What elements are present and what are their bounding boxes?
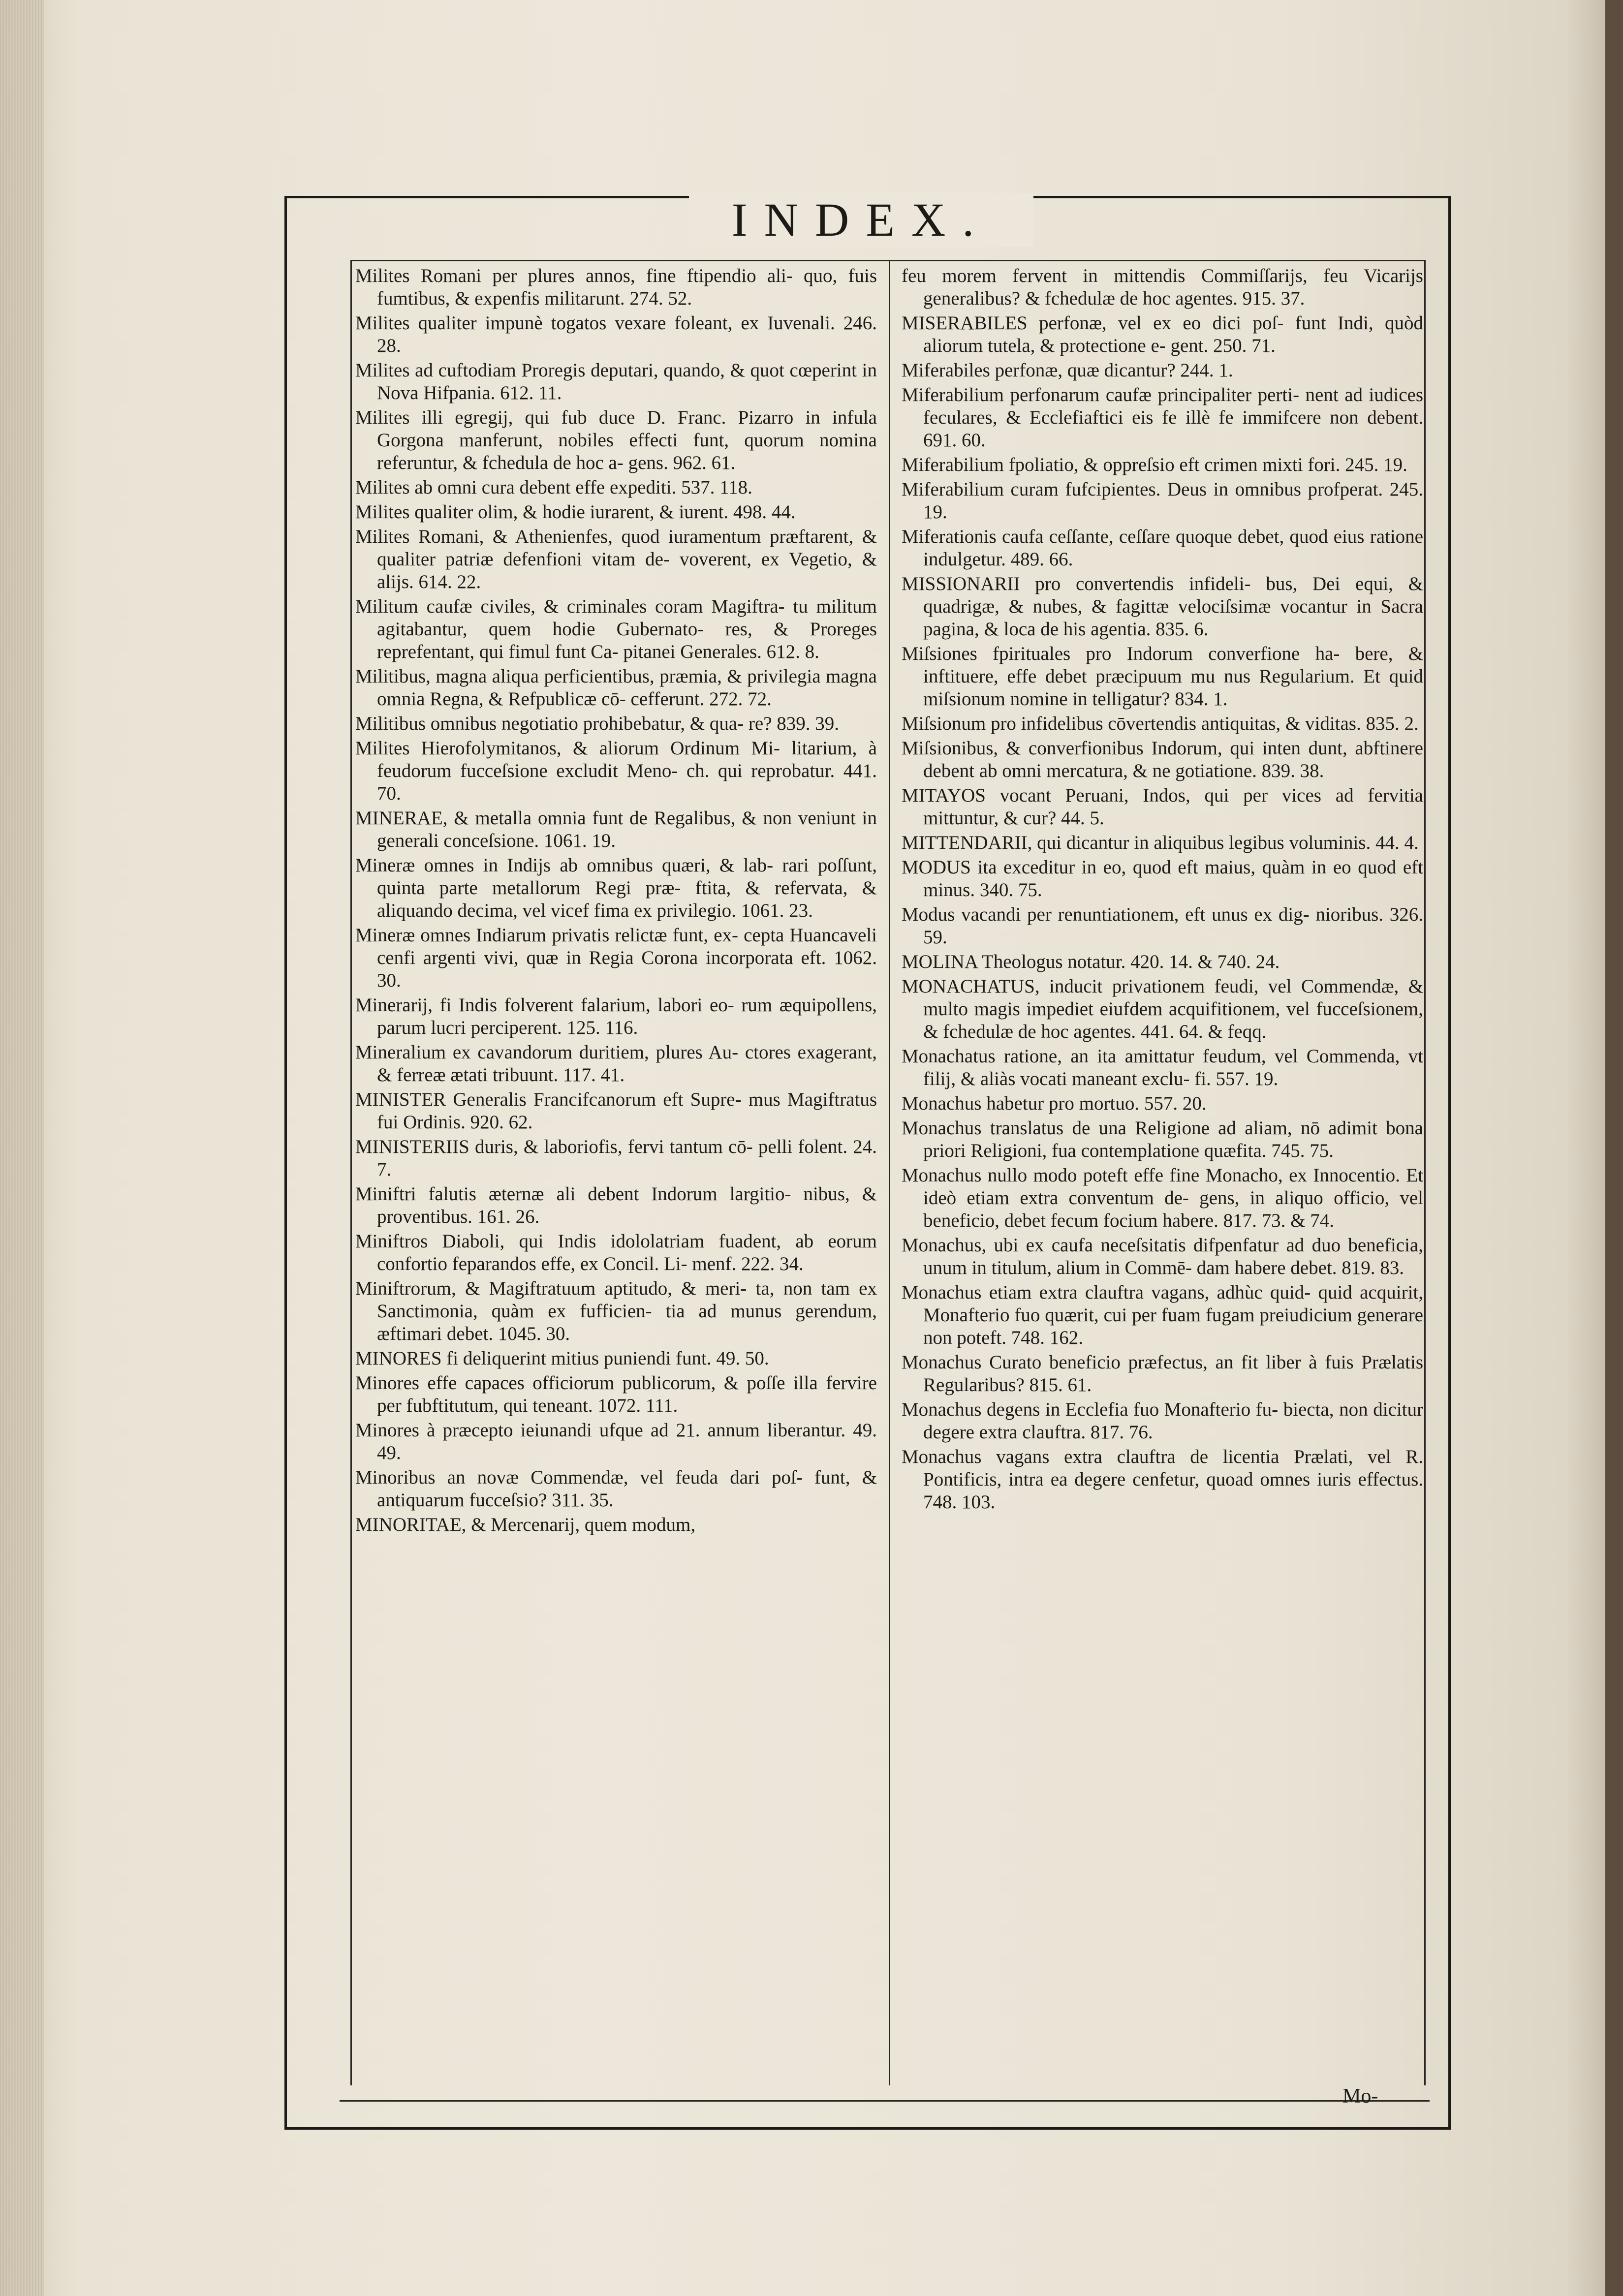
index-column-left	[355, 265, 877, 2085]
index-entry: Milites ab omni cura debent effe expediti. 537. 118.	[355, 477, 752, 498]
index-entry: MINISTER Generalis Francifcanorum eft Supre- mus Magiftratus fui Ordinis. 920. 62.	[355, 1089, 877, 1133]
index-entry: Milites ad cuftodiam Proregis deputari, quando, & quot cœperint in Nova Hifpania. 612. 11.	[355, 360, 877, 403]
index-entry: Miniftrorum, & Magiftratuum aptitudo, & meri- ta, non tam ex Sanctimonia, quàm ex fufficien- tia ad munus gerendum, æftimari debet. 1045. 30.	[355, 1278, 877, 1344]
index-entry: feu morem fervent in mittendis Commiſſarijs, feu Vicarijs generalibus? & fchedulæ de hoc agentes. 915. 37.	[902, 265, 1423, 309]
index-entry: Monachus habetur pro mortuo. 557. 20.	[902, 1093, 1207, 1114]
index-entry: Miferabilium curam fufcipientes. Deus in omnibus profperat. 245. 19.	[902, 479, 1423, 523]
index-entry: MINERAE, & metalla omnia funt de Regalibus, & non veniunt in generali conceſsione. 1061. 19.	[355, 807, 877, 851]
index-entry: Monachus etiam extra clauftra vagans, adhùc quid- quid acquirit, Monafterio fuo quærit, cui per fuam fugam preiudicium generare non poteft. 748. 162.	[902, 1282, 1423, 1348]
index-entry: Miferationis caufa ceſſante, ceſſare quoque debet, quod eius ratione indulgetur. 489. 66.	[902, 526, 1423, 570]
index-entry: Monachus vagans extra clauftra de licentia Prælati, vel R. Pontificis, intra ea degere cenfetur, quoad omnes iuris effectus. 748. 103.	[902, 1446, 1423, 1513]
index-entry: Miferabilium perfonarum caufæ principaliter perti- nent ad iudices feculares, & Ecclefiaftici eis fe illè fe immifcere non debent. 691. 60.	[902, 384, 1423, 451]
index-entry: Miniftros Diaboli, qui Indis idololatriam fuadent, ab eorum confortio feparandos effe, ex Concil. Li- menf. 222. 34.	[355, 1231, 877, 1274]
index-entry: Milites Romani, & Athenienfes, quod iuramentum præftarent, & qualiter patriæ defenfioni vitam de- voverent, ex Vegetio, & alijs. 614. 22.	[355, 526, 877, 592]
page-title: INDEX.	[689, 193, 1033, 247]
index-entry: MOLINA Theologus notatur. 420. 14. & 740. 24.	[902, 951, 1280, 972]
index-entry: MINORES fi deliquerint mitius puniendi funt. 49. 50.	[355, 1348, 769, 1369]
index-entry: Minores effe capaces officiorum publicorum, & poſſe illa fervire per fubftitutum, qui teneant. 1072. 111.	[355, 1372, 877, 1416]
column-divider	[889, 260, 890, 2085]
index-entry: MINISTERIIS duris, & laboriofis, fervi tantum cō- pelli folent. 24. 7.	[355, 1136, 877, 1180]
index-entry: Militibus, magna aliqua perficientibus, præmia, & privilegia magna omnia Regna, & Refpublicæ cō- cefferunt. 272. 72.	[355, 666, 877, 710]
catchword: Mo-	[1342, 2085, 1378, 2108]
index-entry: Mineralium ex cavandorum duritiem, plures Au- ctores exagerant, & ferreæ ætati tribuunt. 117. 41.	[355, 1042, 877, 1086]
index-entry: MITAYOS vocant Peruani, Indos, qui per vices ad fervitia mittuntur, & cur? 44. 5.	[902, 785, 1423, 829]
index-entry: Minerarij, fi Indis folverent falarium, labori eo- rum æquipollens, parum lucri perciperent. 125. 116.	[355, 994, 877, 1038]
index-entry: Monachatus ratione, an ita amittatur feudum, vel Commenda, vt filij, & aliàs vocati maneant exclu- fi. 557. 19.	[902, 1046, 1423, 1089]
index-entry: Monachus degens in Ecclefia fuo Monafterio fu- biecta, non dicitur degere extra clauftra. 817. 76.	[902, 1399, 1423, 1443]
index-entry: MONACHATUS, inducit privationem feudi, vel Commendæ, & multo magis impediet eiufdem acquifitionem, vel fucceſsionem, & fchedulæ de hoc agentes. 441. 64. & feqq.	[902, 976, 1423, 1042]
index-entry: Miſsionibus, & converfionibus Indorum, qui inten dunt, abftinere debent ab omni mercatura, & ne gotiatione. 839. 38.	[902, 738, 1423, 781]
index-entry: Milites illi egregij, qui fub duce D. Franc. Pizarro in infula Gorgona manferunt, nobiles effecti funt, quorum nomina referuntur, & fchedula de hoc a- gens. 962. 61.	[355, 407, 877, 473]
index-entry: Minoribus an novæ Commendæ, vel feuda dari poſ- funt, & antiquarum fucceſsio? 311. 35.	[355, 1467, 877, 1511]
index-entry: MISSIONARII pro convertendis infideli- bus, Dei equi, & quadrigæ, & nubes, & fagittæ velociſsimæ vocantur in Sacra pagina, & loca de his agentia. 835. 6.	[902, 573, 1423, 640]
index-entry: Monachus Curato beneficio præfectus, an fit liber à fuis Prælatis Regularibus? 815. 61.	[902, 1352, 1423, 1396]
index-entry: Militibus omnibus negotiatio prohibebatur, & qua- re? 839. 39.	[355, 713, 840, 734]
page-gutter-edges	[0, 0, 44, 2296]
index-entry: Monachus nullo modo poteft effe fine Monacho, ex Innocentio. Et ideò etiam extra conventum de- gens, in aliquo officio, vel beneficio, debet fecum focium habere. 817. 73. & 74.	[902, 1165, 1423, 1231]
index-entry: Militum caufæ civiles, & criminales coram Magiftra- tu militum agitabantur, quem hodie Gubernato- res, & Proreges reprefentant, qui fimul funt Ca- pitanei Generales. 612. 8.	[355, 596, 877, 662]
index-entry: Milites Romani per plures annos, fine ftipendio ali- quo, fuis fumtibus, & expenfis militarunt. 274. 52.	[355, 265, 877, 309]
index-entry: Miſsionum pro infidelibus cōvertendis antiquitas, & viditas. 835. 2.	[902, 713, 1419, 734]
index-entry: Monachus translatus de una Religione ad aliam, nō adimit bona priori Religioni, fua contemplatione quæfita. 745. 75.	[902, 1117, 1423, 1161]
index-entry: Monachus, ubi ex caufa neceſsitatis difpenfatur ad duo beneficia, unum in titulum, alium in Commē- dam habere debet. 819. 83.	[902, 1235, 1423, 1278]
index-entry: Miferabilium fpoliatio, & oppreſsio eft crimen mixti fori. 245. 19.	[902, 454, 1407, 475]
index-column-right	[902, 265, 1423, 2085]
index-entry: MODUS ita exceditur in eo, quod eft maius, quàm in eo quod eft minus. 340. 75.	[902, 857, 1423, 900]
index-entry: Miniftri falutis æternæ ali debent Indorum largitio- nibus, & proventibus. 161. 26.	[355, 1183, 877, 1227]
index-entry: Milites qualiter impunè togatos vexare foleant, ex Iuvenali. 246. 28.	[355, 312, 877, 356]
index-entry: Miſsiones fpirituales pro Indorum converfione ha- bere, & inftituere, effe debet præcipuum mu nus Regularium. Et quid miſsionum nomine in telligatur? 834. 1.	[902, 643, 1423, 710]
bottom-rule	[340, 2100, 1430, 2102]
index-entry: MISERABILES perfonæ, vel ex eo dici poſ- funt Indi, quòd aliorum tutela, & protectione e- gent. 250. 71.	[902, 312, 1423, 356]
index-entry: Minores à præcepto ieiunandi ufque ad 21. annum liberantur. 49. 49.	[355, 1420, 877, 1463]
index-entry: Milites Hierofolymitanos, & aliorum Ordinum Mi- litarium, à feudorum fucceſsione excludit Meno- ch. qui reprobatur. 441. 70.	[355, 738, 877, 804]
index-entry: MITTENDARII, qui dicantur in aliquibus legibus voluminis. 44. 4.	[902, 832, 1419, 853]
index-entry: Milites qualiter olim, & hodie iurarent, & iurent. 498. 44.	[355, 501, 796, 523]
index-entry: MINORITAE, & Mercenarij, quem modum,	[355, 1514, 696, 1535]
index-entry: Miferabiles perfonæ, quæ dicantur? 244. 1.	[902, 360, 1233, 381]
index-entry: Mineræ omnes Indiarum privatis relictæ funt, ex- cepta Huancaveli cenfi argenti vivi, quæ in Regia Corona incorporata eft. 1062. 30.	[355, 925, 877, 991]
index-entry: Mineræ omnes in Indijs ab omnibus quæri, & lab- rari poſſunt, quinta parte metallorum Regi præ- ftita, & refervata, & aliquando decima, vel vicef fima ex privilegio. 1061. 23.	[355, 855, 877, 921]
index-entry: Modus vacandi per renuntiationem, eft unus ex dig- nioribus. 326. 59.	[902, 904, 1423, 948]
